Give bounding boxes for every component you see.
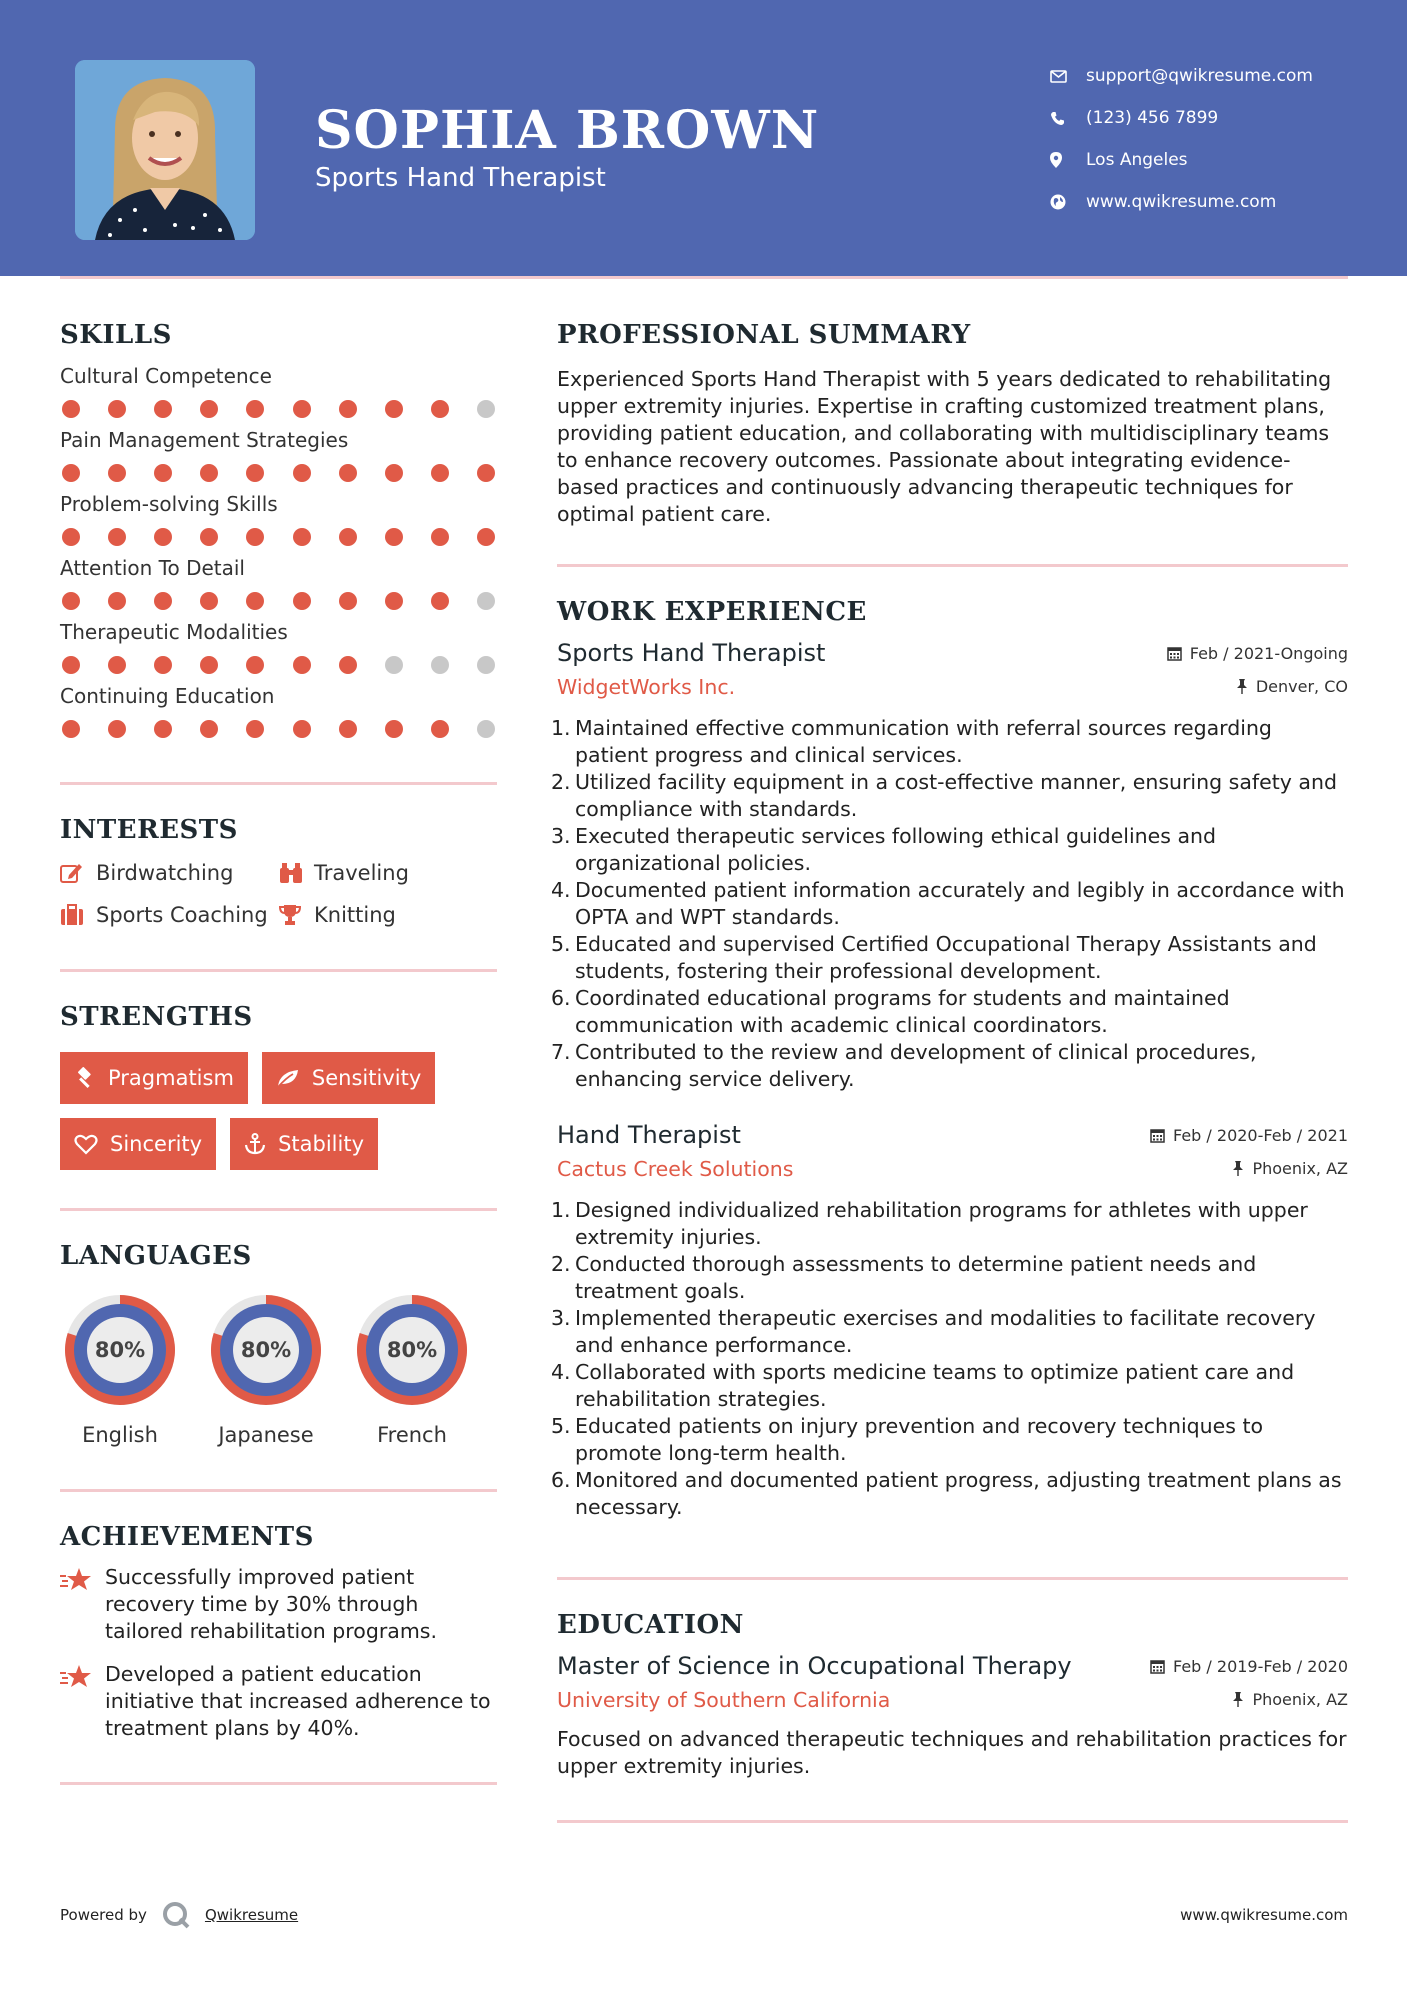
skill-dot: [200, 464, 218, 482]
language-ring: [59, 1289, 181, 1411]
profile-photo: [75, 60, 255, 240]
bullet-number: 2.: [551, 1252, 571, 1276]
gavel-icon: [74, 1067, 96, 1089]
skill-dot: [431, 528, 449, 546]
skill-dot: [385, 464, 403, 482]
skill-rating: [60, 464, 497, 482]
calendar-icon: [1167, 646, 1182, 661]
interest-label: Sports Coaching: [96, 903, 268, 927]
skill-dot: [385, 400, 403, 418]
candidate-name: SOPHIA BROWN: [315, 100, 820, 161]
skill-dot: [108, 464, 126, 482]
bullet-text: Documented patient information accurately and legibly in accordance with OPTA and WPT standards.: [575, 878, 1345, 929]
skill-dot: [62, 528, 80, 546]
achievement-text: Developed a patient education initiative that increased adherence to treatment plans by 40%.: [105, 1662, 491, 1740]
job-head: [557, 1121, 1348, 1149]
section-divider: [60, 969, 497, 972]
education-description: Focused on advanced therapeutic techniques and rehabilitation practices for upper extremity injuries.: [557, 1727, 1347, 1778]
interest-item: [60, 903, 278, 927]
education-date: [1150, 1657, 1348, 1676]
skill-dot: [62, 656, 80, 674]
bullet-number: 4.: [551, 878, 571, 902]
degree-title: Master of Science in Occupational Therapy: [557, 1652, 1072, 1680]
briefcase-icon: [60, 904, 96, 926]
pencil-icon: [60, 862, 96, 884]
school-name: University of Southern California: [557, 1688, 891, 1712]
summary-text: Experienced Sports Hand Therapist with 5 years dedicated to rehabilitating upper extremity injuries. Expertise in crafting customized treatment plans, providing patient education, and collaborating with multidisciplinary teams to enhance recovery outcomes. Passionate about integrating evidence-based practices and continuously advancing therapeutic techniques for optimal patient care.: [557, 367, 1332, 526]
strength-tag: [262, 1052, 435, 1104]
section-divider: [60, 1208, 497, 1211]
job-location: [1232, 1159, 1348, 1178]
education-title: EDUCATION: [557, 1610, 744, 1640]
phone-icon: [1050, 111, 1086, 126]
language-name: Japanese: [218, 1423, 314, 1447]
skill-dot: [154, 592, 172, 610]
job-bullet: [551, 715, 1348, 769]
skill-dot: [62, 592, 80, 610]
job-bullet: [551, 1251, 1348, 1305]
strengths-section: [60, 1002, 497, 1170]
contact-phone-text: (123) 456 7899: [1086, 108, 1219, 128]
skill-dot: [477, 656, 495, 674]
skill-dot: [339, 720, 357, 738]
bullet-number: 5.: [551, 1414, 571, 1438]
bullet-text: Executed therapeutic services following ethical guidelines and organizational policies.: [575, 824, 1217, 875]
leaf-icon: [276, 1068, 300, 1088]
skill-dot: [200, 592, 218, 610]
language-item: [206, 1289, 326, 1447]
binoculars-icon: [278, 862, 314, 884]
contact-website-text: www.qwikresume.com: [1086, 192, 1277, 212]
contact-website[interactable]: [1050, 181, 1313, 223]
map-pin-icon: [1050, 152, 1086, 168]
language-percent: 80%: [386, 1338, 438, 1362]
bullet-text: Designed individualized rehabilitation programs for athletes with upper extremity injuries.: [575, 1198, 1308, 1249]
pushpin-icon: [1236, 679, 1248, 694]
interest-item: [278, 861, 478, 885]
heart-icon: [74, 1134, 98, 1155]
skill-dot: [293, 528, 311, 546]
qwikresume-link[interactable]: Qwikresume: [204, 1906, 299, 1924]
strength-label: Pragmatism: [108, 1066, 234, 1090]
skill-dot: [200, 528, 218, 546]
skill-dot: [293, 656, 311, 674]
section-divider: [60, 1489, 497, 1492]
bullet-number: 4.: [551, 1360, 571, 1384]
bullet-number: 6.: [551, 986, 571, 1010]
education-date-text: Feb / 2019-Feb / 2020: [1173, 1657, 1348, 1676]
education-section: [557, 1610, 1348, 1780]
header-divider: [60, 276, 1348, 279]
bullet-text: Utilized facility equipment in a cost-effective manner, ensuring safety and compliance with standards.: [575, 770, 1337, 821]
skill-dot: [62, 464, 80, 482]
skill-rating: [60, 720, 497, 738]
skill-dot: [154, 400, 172, 418]
powered-by-label: Powered by: [60, 1906, 147, 1924]
skill-dot: [339, 528, 357, 546]
star-badge-icon: [60, 1564, 105, 1645]
strength-tag: [60, 1118, 216, 1170]
job-bullet: [551, 1359, 1348, 1413]
job-bullets: [551, 715, 1348, 1093]
skill-dot: [246, 592, 264, 610]
skill-dot: [108, 528, 126, 546]
skill-dot: [154, 656, 172, 674]
skills-section: [60, 320, 497, 738]
job-sub: [557, 675, 1348, 699]
achievement-item: [60, 1661, 497, 1742]
section-divider: [60, 1782, 497, 1785]
language-ring: [205, 1289, 327, 1411]
bullet-number: 2.: [551, 770, 571, 794]
skill-name: Pain Management Strategies: [60, 428, 349, 452]
languages-section: [60, 1241, 497, 1447]
skill-dot: [431, 720, 449, 738]
skill-dot: [200, 400, 218, 418]
interest-label: Knitting: [314, 903, 396, 927]
skill-name: Therapeutic Modalities: [60, 620, 288, 644]
skill-dot: [477, 592, 495, 610]
bullet-number: 1.: [551, 1198, 571, 1222]
strength-label: Sensitivity: [311, 1066, 422, 1090]
job-bullet: [551, 1197, 1348, 1251]
job-bullet: [551, 823, 1348, 877]
right-column: [551, 320, 1348, 1823]
languages-list: [60, 1289, 497, 1447]
pushpin-icon: [1232, 1692, 1244, 1707]
contact-email-text: support@qwikresume.com: [1086, 66, 1313, 86]
header: [0, 0, 1407, 276]
skill-name: Continuing Education: [60, 684, 275, 708]
experience-title: WORK EXPERIENCE: [557, 597, 867, 627]
skill-dot: [154, 720, 172, 738]
job-sub: [557, 1157, 1348, 1181]
skill-dot: [108, 400, 126, 418]
job-bullet: [551, 1467, 1348, 1521]
job-bullets: [551, 1197, 1348, 1521]
strength-label: Stability: [278, 1132, 365, 1156]
contact-list: [1050, 55, 1313, 223]
contact-email[interactable]: [1050, 55, 1313, 97]
interests-title: INTERESTS: [60, 815, 238, 845]
qwikresume-logo-icon: [161, 1900, 191, 1930]
skill-dot: [385, 720, 403, 738]
job-bullet: [551, 985, 1348, 1039]
achievement-item: [60, 1564, 497, 1645]
education-location: [1232, 1690, 1348, 1709]
bullet-text: Educated and supervised Certified Occupational Therapy Assistants and students, fostering their professional development.: [575, 932, 1317, 983]
skill-dot: [246, 400, 264, 418]
section-divider: [60, 782, 497, 785]
bullet-text: Contributed to the review and development of clinical procedures, enhancing service delivery.: [575, 1040, 1257, 1091]
envelope-icon: [1050, 70, 1086, 83]
skill-dot: [246, 656, 264, 674]
job-bullet: [551, 1039, 1348, 1093]
bullet-number: 7.: [551, 1040, 571, 1064]
bullet-number: 1.: [551, 716, 571, 740]
bullet-text: Educated patients on injury prevention and recovery techniques to promote long-term health.: [575, 1414, 1264, 1465]
job-bullet: [551, 1305, 1348, 1359]
skill-dot: [339, 656, 357, 674]
skill-dot: [477, 464, 495, 482]
contact-phone: [1050, 97, 1313, 139]
education-head: [557, 1652, 1348, 1680]
bullet-text: Conducted thorough assessments to determine patient needs and treatment goals.: [575, 1252, 1257, 1303]
job-date: [1167, 644, 1348, 663]
bullet-number: 3.: [551, 1306, 571, 1330]
skill-rating: [60, 656, 497, 674]
language-ring: [351, 1289, 473, 1411]
skill-dot: [246, 720, 264, 738]
strength-tag: [60, 1052, 248, 1104]
skill-dot: [62, 720, 80, 738]
skill-dot: [385, 592, 403, 610]
company-name: WidgetWorks Inc.: [557, 675, 736, 699]
skill-dot: [154, 528, 172, 546]
calendar-icon: [1150, 1659, 1165, 1674]
job-location: [1236, 677, 1348, 696]
skill-dot: [385, 656, 403, 674]
candidate-title: Sports Hand Therapist: [315, 163, 606, 193]
skill-dot: [293, 464, 311, 482]
skill-dot: [431, 656, 449, 674]
company-name: Cactus Creek Solutions: [557, 1157, 794, 1181]
skill-dot: [431, 592, 449, 610]
skill-dot: [246, 464, 264, 482]
job-title: Sports Hand Therapist: [557, 639, 826, 667]
experience-section: [551, 597, 1348, 1521]
strengths-title: STRENGTHS: [60, 1002, 253, 1032]
skill-dot: [477, 720, 495, 738]
skill-dot: [293, 400, 311, 418]
skill-dot: [339, 464, 357, 482]
job-date-text: Feb / 2021-Ongoing: [1189, 644, 1348, 663]
interests-list: [60, 861, 497, 927]
interest-label: Traveling: [314, 861, 409, 885]
interests-section: [60, 815, 497, 927]
skill-dot: [431, 464, 449, 482]
job-bullet: [551, 769, 1348, 823]
skill-dot: [108, 656, 126, 674]
bullet-text: Implemented therapeutic exercises and modalities to facilitate recovery and enhance performance.: [575, 1306, 1316, 1357]
education-location-text: Phoenix, AZ: [1252, 1690, 1348, 1709]
section-divider: [557, 1820, 1348, 1823]
skill-name: Cultural Competence: [60, 364, 272, 388]
skill-dot: [108, 720, 126, 738]
anchor-icon: [244, 1133, 266, 1155]
skill-dot: [293, 720, 311, 738]
achievement-text: Successfully improved patient recovery time by 30% through tailored rehabilitation programs.: [105, 1565, 437, 1643]
job-bullet: [551, 931, 1348, 985]
interest-item: [60, 861, 278, 885]
skill-dot: [200, 720, 218, 738]
summary-title: PROFESSIONAL SUMMARY: [557, 320, 971, 350]
skill-rating: [60, 528, 497, 546]
job-title: Hand Therapist: [557, 1121, 741, 1149]
strength-tag: [230, 1118, 378, 1170]
language-name: French: [377, 1423, 447, 1447]
achievements-section: [60, 1522, 497, 1742]
powered-by: [60, 1900, 298, 1930]
trophy-icon: [278, 904, 314, 926]
skill-rating: [60, 400, 497, 418]
skill-name: Attention To Detail: [60, 556, 245, 580]
contact-location-text: Los Angeles: [1086, 150, 1188, 170]
bullet-text: Monitored and documented patient progress, adjusting treatment plans as necessary.: [575, 1468, 1342, 1519]
skill-dot: [246, 528, 264, 546]
skill-name: Problem-solving Skills: [60, 492, 278, 516]
footer-site-link[interactable]: www.qwikresume.com: [1180, 1906, 1348, 1924]
achievements-title: ACHIEVEMENTS: [60, 1522, 314, 1552]
job-date-text: Feb / 2020-Feb / 2021: [1173, 1126, 1348, 1145]
globe-icon: [1050, 194, 1086, 210]
job-entry: [551, 1121, 1348, 1521]
left-column: [60, 320, 497, 1785]
star-badge-icon: [60, 1661, 105, 1742]
job-location-text: Phoenix, AZ: [1252, 1159, 1348, 1178]
job-bullet: [551, 1413, 1348, 1467]
calendar-icon: [1150, 1128, 1165, 1143]
language-percent: 80%: [94, 1338, 146, 1362]
skill-dot: [477, 528, 495, 546]
skill-dot: [154, 464, 172, 482]
strengths-list: [60, 1052, 497, 1170]
contact-location: [1050, 139, 1313, 181]
job-bullet: [551, 877, 1348, 931]
job-location-text: Denver, CO: [1255, 677, 1348, 696]
section-divider: [557, 564, 1348, 567]
skill-dot: [477, 400, 495, 418]
skill-dot: [339, 400, 357, 418]
skills-title: SKILLS: [60, 320, 172, 350]
bullet-number: 3.: [551, 824, 571, 848]
bullet-number: 6.: [551, 1468, 571, 1492]
interest-label: Birdwatching: [96, 861, 234, 885]
jobs-list: [551, 639, 1348, 1521]
bullet-number: 5.: [551, 932, 571, 956]
skill-dot: [108, 592, 126, 610]
skill-dot: [62, 400, 80, 418]
job-entry: [551, 639, 1348, 1093]
skill-dot: [385, 528, 403, 546]
footer: [60, 1900, 1348, 1930]
job-head: [557, 639, 1348, 667]
bullet-text: Coordinated educational programs for students and maintained communication with academic clinical coordinators.: [575, 986, 1230, 1037]
bullet-text: Maintained effective communication with referral sources regarding patient progress and clinical services.: [575, 716, 1272, 767]
language-name: English: [82, 1423, 158, 1447]
language-percent: 80%: [240, 1338, 292, 1362]
bullet-text: Collaborated with sports medicine teams to optimize patient care and rehabilitation strategies.: [575, 1360, 1295, 1411]
education-sub: [557, 1688, 1348, 1712]
strength-label: Sincerity: [110, 1132, 203, 1156]
skill-rating: [60, 592, 497, 610]
skill-dot: [293, 592, 311, 610]
interest-item: [278, 903, 478, 927]
skills-list: [60, 364, 497, 738]
language-item: [352, 1289, 472, 1447]
skill-dot: [200, 656, 218, 674]
skill-dot: [339, 592, 357, 610]
languages-title: LANGUAGES: [60, 1241, 252, 1271]
pushpin-icon: [1232, 1161, 1244, 1176]
language-item: [60, 1289, 180, 1447]
skill-dot: [431, 400, 449, 418]
job-date: [1150, 1126, 1348, 1145]
summary-section: [557, 320, 1348, 528]
section-divider: [557, 1577, 1348, 1580]
